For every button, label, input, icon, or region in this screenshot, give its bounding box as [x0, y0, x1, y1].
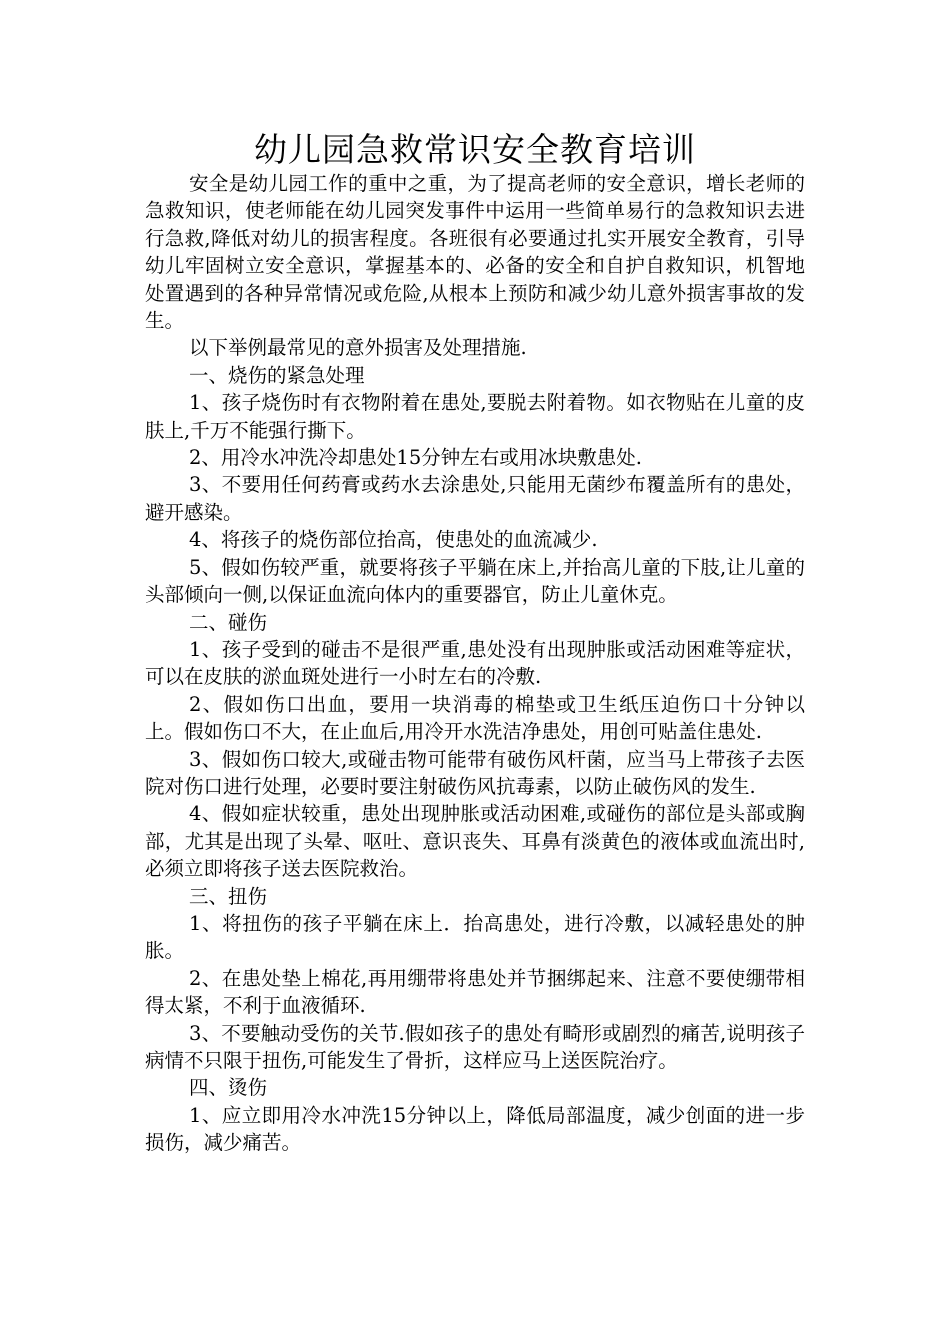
section-heading-bruises: 二、碰伤 [189, 610, 268, 634]
document-body [145, 170, 805, 1157]
paragraph-overview: 以下举例最常见的意外损害及处理措施. [189, 336, 527, 360]
list-item: 3、不要用任何药膏或药水去涂患处,只能用无菌纱布覆盖所有的患处，避开感染。 [145, 473, 805, 524]
list-item: 1、将扭伤的孩子平躺在床上．抬高患处，进行冷敷，以减轻患处的肿胀。 [145, 911, 805, 963]
section-heading-sprains: 三、扭伤 [189, 884, 268, 908]
list-item: 3、假如伤口较大,或碰击物可能带有破伤风杆菌，应当马上带孩子去医院对伤口进行处理，必要时要注射破伤风抗毒素，以防止破伤风的发生. [145, 747, 805, 798]
list-item: 4、假如症状较重，患处出现肿胀或活动困难,或碰伤的部位是头部或胸部，尤其是出现了头晕、呕吐、意识丧失、耳鼻有淡黄色的液体或血流出时,必须立即将孩子送去医院救治。 [145, 802, 805, 881]
document-title: 幼儿园急救常识安全教育培训 [254, 130, 696, 169]
list-item: 2、用冷水冲洗冷却患处15分钟左右或用冰块敷患处. [189, 446, 642, 470]
list-item: 1、孩子烧伤时有衣物附着在患处,要脱去附着物。如衣物贴在儿童的皮肤上,千万不能强行撕下。 [145, 391, 805, 442]
list-item: 1、孩子受到的碰击不是很严重,患处没有出现肿胀或活动困难等症状，可以在皮肤的淤血斑处进行一小时左右的冷敷. [145, 637, 805, 689]
list-item: 4、将孩子的烧伤部位抬高，使患处的血流减少. [189, 528, 598, 552]
section-heading-burns: 一、烧伤的紧急处理 [189, 363, 365, 387]
section-heading-scalds: 四、烫伤 [189, 1076, 268, 1100]
list-item: 5、假如伤较严重，就要将孩子平躺在床上,并抬高儿童的下肢,让儿童的头部倾向一侧,以保证血流向体内的重要器官，防止儿童休克。 [145, 555, 805, 607]
list-item: 2、假如伤口出血，要用一块消毒的棉垫或卫生纸压迫伤口十分钟以上。假如伤口不大，在止血后,用冷开水洗洁净患处，用创可贴盖住患处. [145, 692, 805, 744]
list-item: 1、应立即用冷水冲洗15分钟以上，降低局部温度，减少创面的进一步损伤，减少痛苦。 [145, 1103, 805, 1155]
list-item: 2、在患处垫上棉花,再用绷带将患处并节捆绑起来、注意不要使绷带相得太紧，不利于血液循环. [145, 966, 805, 1018]
paragraph-intro: 安全是幼儿园工作的重中之重，为了提高老师的安全意识，增长老师的急救知识，使老师能在幼儿园突发事件中运用一些简单易行的急救知识去进行急救,降低对幼儿的损害程度。各班很有必要通过扎实开展安全教育，引导幼儿牢固树立安全意识，掌握基本的、必备的安全和自护自救知识，机智地处置遇到的各种异常情况或危险,从根本上预防和减少幼儿意外损害事故的发生。 [145, 172, 805, 333]
list-item: 3、不要触动受伤的关节.假如孩子的患处有畸形或剧烈的痛苦,说明孩子病情不只限于扭伤,可能发生了骨折，这样应马上送医院治疗。 [145, 1021, 805, 1072]
